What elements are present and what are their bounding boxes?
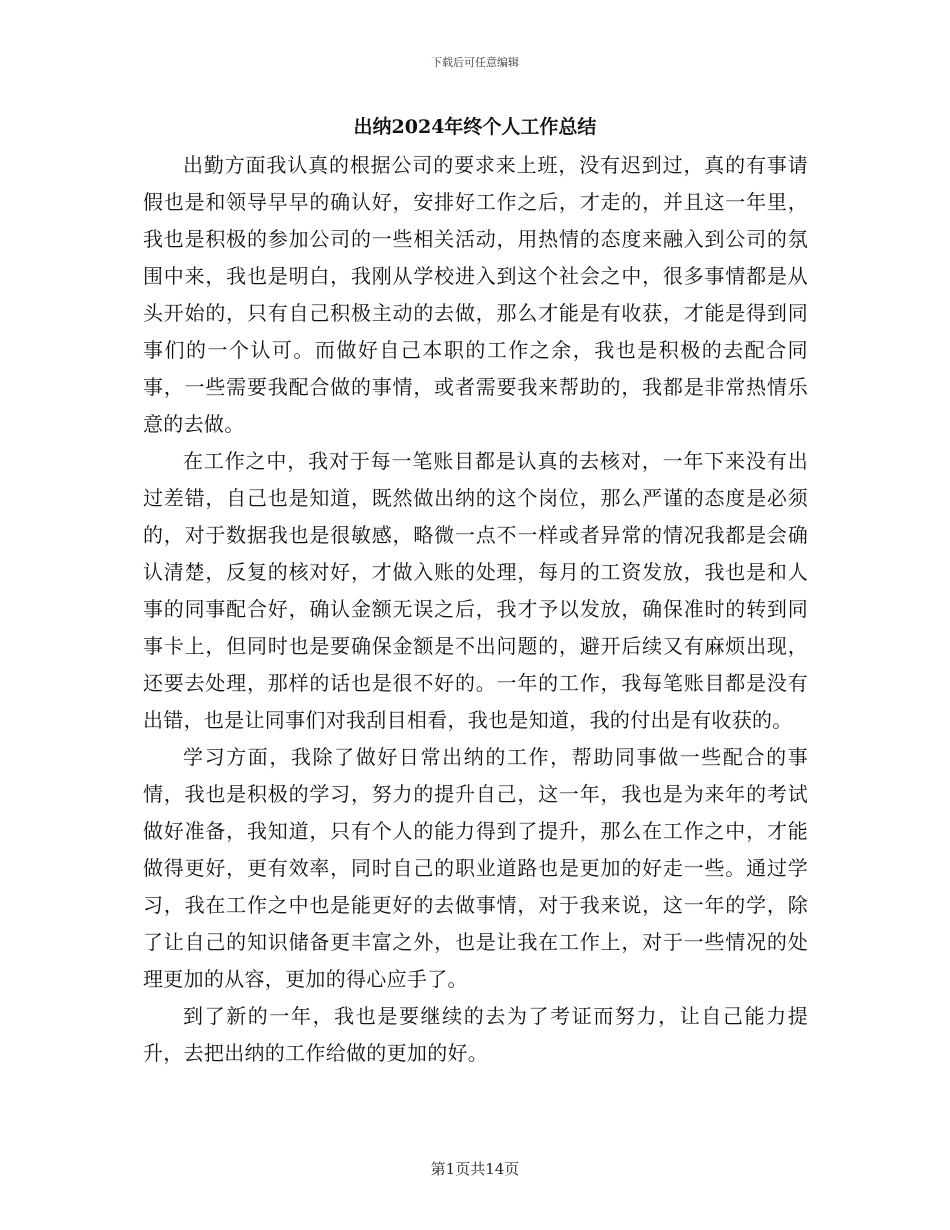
- paragraph-study: 学习方面，我除了做好日常出纳的工作，帮助同事做一些配合的事情，我也是积极的学习，努力的提升自己，这一年，我也是为来年的考试做好准备，我知道，只有个人的能力得到了提升，那么在工作之中，才能做得更好，更有效率，同时自己的职业道路也是更加的好走一些。通过学习，我在工作之中也是能更好的去做事情，对于我来说，这一年的学，除了让自己的知识储备更丰富之外，也是让我在工作上，对于一些情况的处理更加的从容，更加的得心应手了。: [143, 745, 808, 991]
- document-body: [143, 147, 808, 1072]
- paragraph-attendance: 出勤方面我认真的根据公司的要求来上班，没有迟到过，真的有事请假也是和领导早早的确认好，安排好工作之后，才走的，并且这一年里，我也是积极的参加公司的一些相关活动，用热情的态度来融入到公司的氛围中来，我也是明白，我刚从学校进入到这个社会之中，很多事情都是从头开始的，只有自己积极主动的去做，那么才能是有收获，才能是得到同事们的一个认可。而做好自己本职的工作之余，我也是积极的去配合同事，一些需要我配合做的事情，或者需要我来帮助的，我都是非常热情乐意的去做。: [143, 153, 808, 436]
- paragraph-work: 在工作之中，我对于每一笔账目都是认真的去核对，一年下来没有出过差错，自己也是知道，既然做出纳的这个岗位，那么严谨的态度是必须的，对于数据我也是很敏感，略微一点不一样或者异常的情况我都是会确认清楚，反复的核对好，才做入账的处理，每月的工资发放，我也是和人事的同事配合好，确认金额无误之后，我才予以发放，确保准时的转到同事卡上，但同时也是要确保金额是不出问题的，避开后续又有麻烦出现，还要去处理，那样的话也是很不好的。一年的工作，我每笔账目都是没有出错，也是让同事们对我刮目相看，我也是知道，我的付出是有收获的。: [143, 449, 808, 732]
- page-number-footer: 第1页共14页: [430, 1160, 520, 1178]
- document-title: 出纳2024年终个人工作总结: [353, 116, 597, 138]
- paragraph-new-year: 到了新的一年，我也是要继续的去为了考证而努力，让自己能力提升，去把出纳的工作给做的更加的好。: [143, 1004, 808, 1065]
- header-note: 下载后可任意编辑: [431, 56, 519, 69]
